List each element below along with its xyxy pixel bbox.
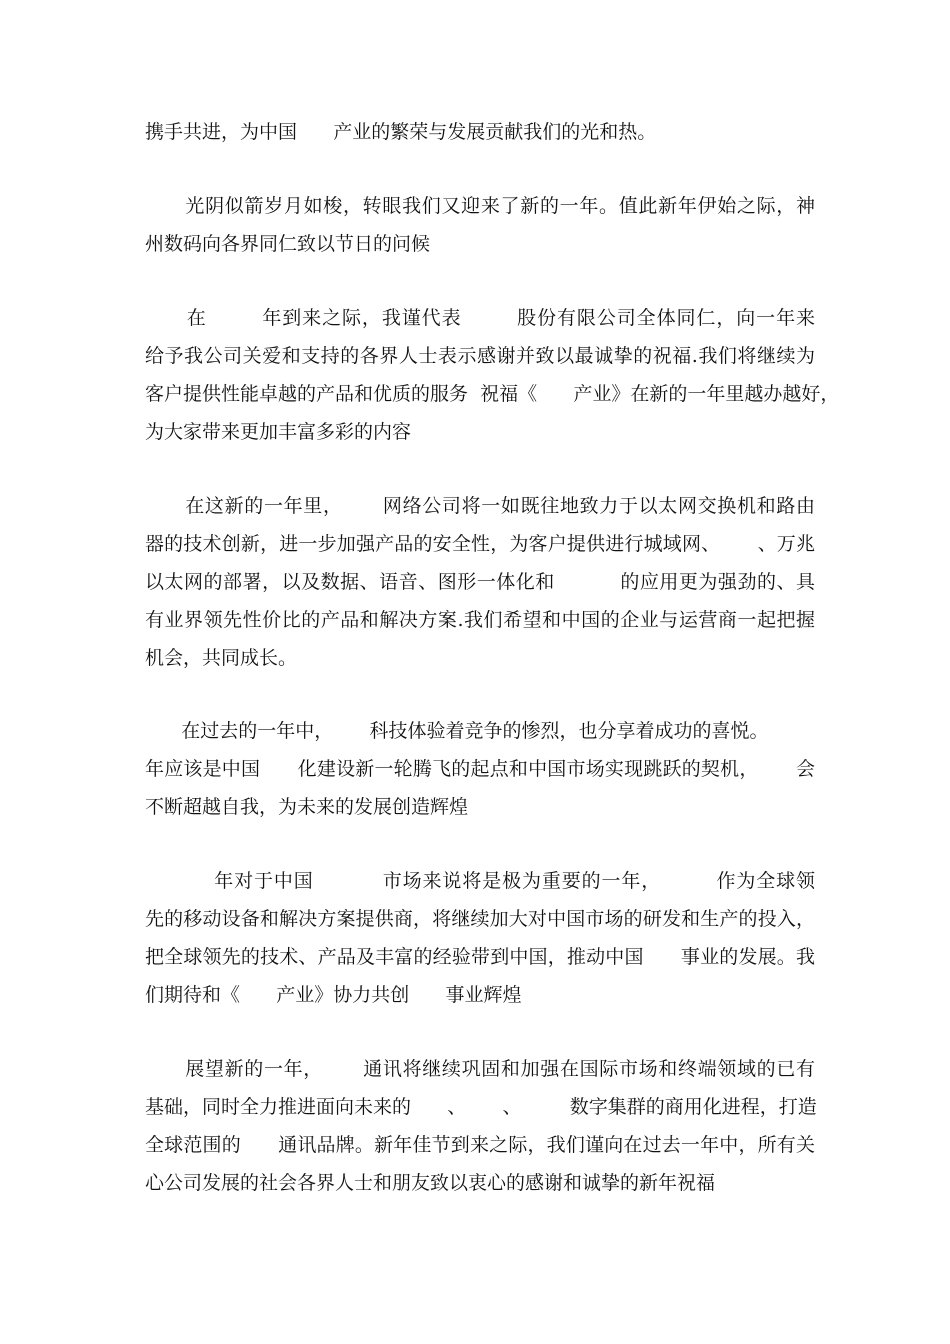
paragraph-6-line-3: 把全球领先的技术、产品及丰富的经验带到中国，推动中国 事业的发展。我 [145,946,815,968]
paragraph-4-line-2: 器的技术创新，进一步加强产品的安全性，为客户提供进行城域网、 、万兆 [145,533,815,555]
paragraph-5-line-2: 年应该是中国 化建设新一轮腾飞的起点和中国市场实现跳跃的契机， 会 [145,758,815,780]
paragraph-7-line-1: 展望新的一年， 通讯将继续巩固和加强在国际市场和终端领域的已有 [145,1058,815,1080]
paragraph-3-line-3: 客户提供性能卓越的产品和优质的服务 祝福《 产业》在新的一年里越办越好， [145,383,840,405]
paragraph-4-line-1: 在这新的一年里， 网络公司将一如既往地致力于以太网交换机和路由 [145,495,815,517]
paragraph-1-line-1: 携手共进，为中国 产业的繁荣与发展贡献我们的光和热。 [145,121,657,143]
paragraph-2-line-1: 光阴似箭岁月如梭，转眼我们又迎来了新的一年。值此新年伊始之际，神 [145,195,815,217]
paragraph-5-line-3: 不断超越自我，为未来的发展创造辉煌 [145,796,469,818]
paragraph-7-line-3: 全球范围的 通讯品牌。新年佳节到来之际，我们谨向在过去一年中，所有关 [145,1134,815,1156]
paragraph-6-line-2: 先的移动设备和解决方案提供商，将继续加大对中国市场的研发和生产的投入， [145,908,815,930]
paragraph-3-line-1: 在 年到来之际，我谨代表 股份有限公司全体同仁，向一年来 [145,307,815,329]
paragraph-7-line-2: 基础，同时全力推进面向未来的 、 、 数字集群的商用化进程，打造 [145,1096,817,1118]
paragraph-3-line-2: 给予我公司关爱和支持的各界人士表示感谢并致以最诚挚的祝福.我们将继续为 [145,345,815,367]
paragraph-2-line-2: 州数码向各界同仁致以节日的问候 [145,233,431,255]
paragraph-6-line-4: 们期待和《 产业》协力共创 事业辉煌 [145,984,522,1006]
paragraph-4-line-4: 有业界领先性价比的产品和解决方案.我们希望和中国的企业与运营商一起把握 [145,609,815,631]
paragraph-3-line-4: 为大家带来更加丰富多彩的内容 [145,421,412,443]
paragraph-4-line-3: 以太网的部署，以及数据、语音、图形一体化和 的应用更为强劲的、具 [145,571,815,593]
paragraph-6-line-1: 年对于中国 市场来说将是极为重要的一年， 作为全球领 [145,870,815,892]
paragraph-4-line-5: 机会，共同成长。 [145,647,298,669]
paragraph-7-line-4: 心公司发展的社会各界人士和朋友致以衷心的感谢和诚挚的新年祝福 [145,1172,716,1194]
paragraph-5-line-1: 在过去的一年中， 科技体验着竞争的惨烈，也分享着成功的喜悦。 [145,720,769,742]
